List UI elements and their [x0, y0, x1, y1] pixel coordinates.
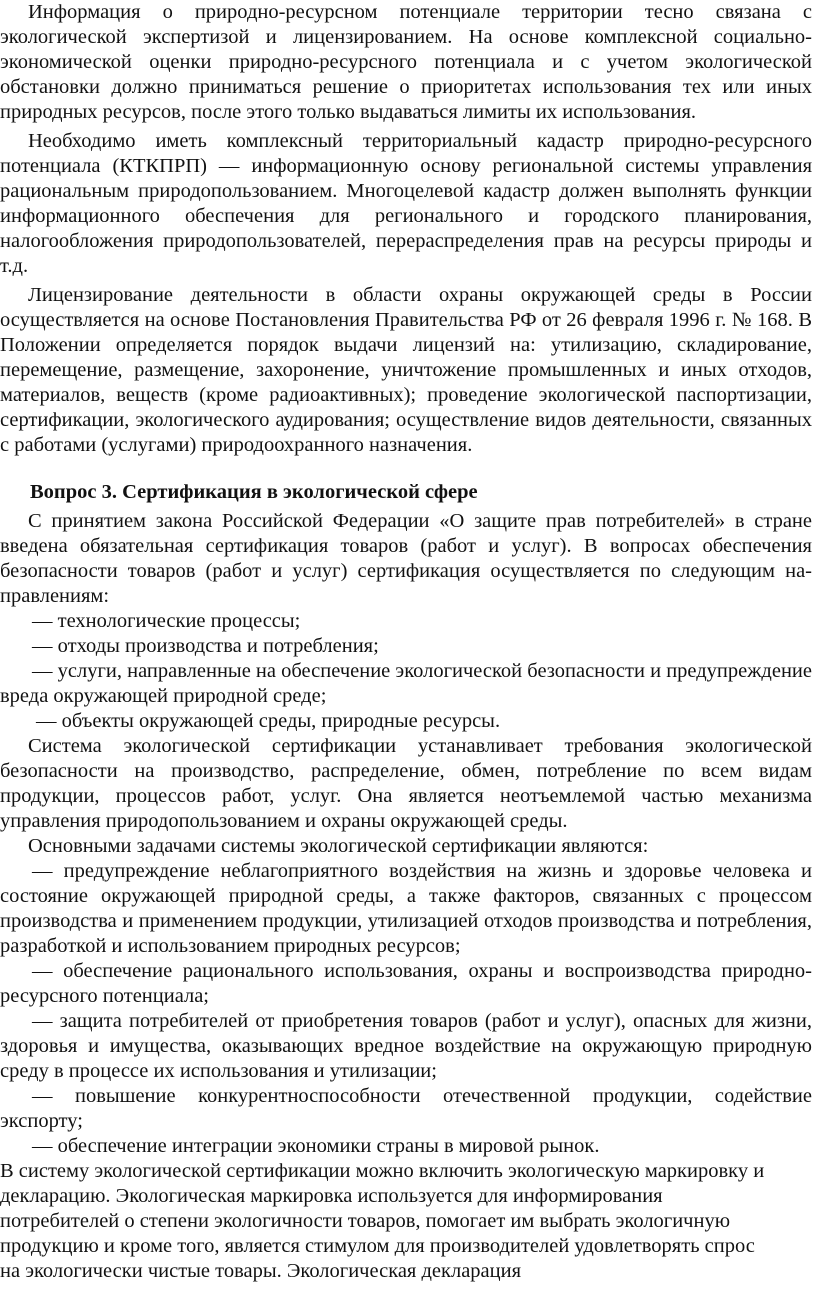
list-item: — объекты окружающей среды, природные ресурсы.: [36, 710, 501, 732]
paragraph-resource-potential: Информация о природно-ресурсном потенциале территории тесно связана с экологической экспертизой и лицензированием. На основе комплексной социально-экономической оценки природно-ресурсного потенциала и с учетом экологической обстановки должно приниматься решение о приоритетах использования тех или иных природных ресурсов, после этого только выдаваться лимиты их использования.: [0, 1, 812, 123]
list-item: — повышение конкурентноспособности отечественной продукции, содействие экспорту;: [0, 1085, 812, 1132]
paragraph-certification-intro: С принятием закона Российской Федерации «О защите прав потребителей» в стране введена обязательная сертификация товаров (работ и услуг). В вопросах обеспечения безопасности товаров (работ и услуг) сертификация осуществляется по следующим на-правлениям:: [0, 510, 812, 607]
text-line: продукцию и кроме того, является стимулом для производителей удовлетворять спрос: [0, 1235, 755, 1257]
paragraph-cadastre: Необходимо иметь комплексный территориальный кадастр природно-ресурсного потенциала (КТКПРП) — информационную основу региональной системы управления рациональным природопользованием. Многоцелевой кадастр должен выполнять функции информационного обеспечения для регионального и городского планирования, налогообложения природопользователей, перераспределения прав на ресурсы природы и т.д.: [0, 130, 812, 277]
directions-list: [0, 609, 812, 734]
paragraph-tasks-intro: Основными задачами системы экологической сертификации являются:: [28, 835, 649, 857]
list-item: — обеспечение интеграции экономики страны в мировой рынок.: [32, 1135, 600, 1157]
list-item: — отходы производства и потребления;: [32, 635, 379, 657]
section-title: Вопрос 3. Сертификация в экологической сфере: [30, 481, 478, 503]
text-line: декларацию. Экологическая маркировка используется для информирования: [0, 1185, 663, 1207]
paragraph-eco-labeling: [0, 1159, 812, 1284]
text-line: на экологически чистые товары. Экологическая декларация: [0, 1260, 522, 1282]
text-line: В систему экологической сертификации можно включить экологическую маркировку и: [0, 1160, 765, 1182]
text-line: потребителей о степени экологичности товаров, помогает им выбрать экологичную: [0, 1210, 731, 1232]
list-item: — защита потребителей от приобретения товаров (работ и услуг), опасных для жизни, здоровья и имущества, оказывающих вредное воздействие на окружающую природную среду в процессе их использования и утилизации;: [0, 1010, 812, 1082]
paragraph-certification-system: Система экологической сертификации устанавливает требования экологической безопасности на производство, распределение, обмен, потребление по всем видам продукции, процессов работ, услуг. Она является неотъемлемой частью механизма управления природопользованием и охраны окружающей среды.: [0, 735, 812, 832]
list-item: — предупреждение неблагоприятного воздействия на жизнь и здоровье человека и состояние окружающей природной среды, а также факторов, связанных с процессом производства и применением продукции, утилизацией отходов производства и потребления, разработкой и использованием природных ресурсов;: [0, 860, 812, 957]
tasks-list: [0, 859, 812, 1159]
paragraph-licensing: Лицензирование деятельности в области охраны окружающей среды в России осуществляется на основе Постановления Правительства РФ от 26 февраля 1996 г. № 168. В Положении определяется порядок выдачи лицензий на: утилизацию, складирование, перемещение, размещение, захоронение, уничтожение промышленных и иных отходов, материалов, веществ (кроме радиоактивных); проведение экологической паспортизации, сертификации, экологического аудирования; осуществление видов деятельности, связанных с работами (услугами) природоохранного назначения.: [0, 284, 812, 456]
list-item: — услуги, направленные на обеспечение экологической безопасности и предупреждение вреда окружающей природной среде;: [0, 660, 812, 707]
list-item: — технологические процессы;: [32, 610, 301, 632]
list-item: — обеспечение рационального использования, охраны и воспроизводства природно-ресурсного потенциала;: [0, 960, 812, 1007]
